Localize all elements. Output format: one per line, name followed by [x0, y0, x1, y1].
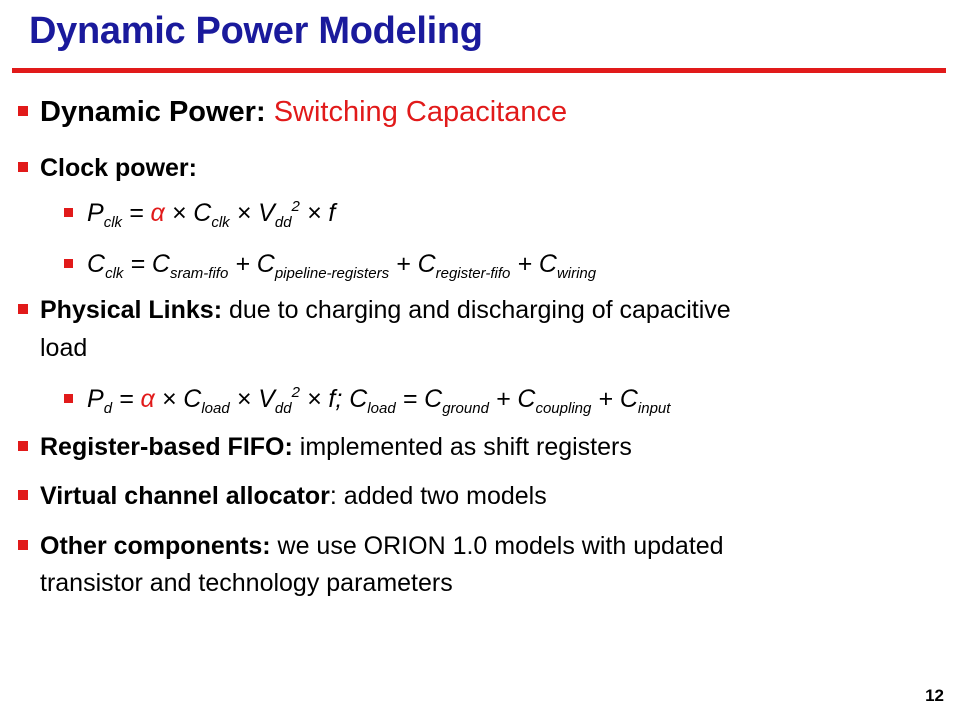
superscript: 2 — [291, 198, 300, 215]
alpha-symbol: α — [150, 199, 165, 227]
cclk-formula — [64, 250, 597, 282]
bullet-vc-allocator — [18, 482, 547, 511]
subscript: dd — [274, 400, 292, 417]
subscript: load — [201, 400, 230, 417]
subscript: load — [367, 400, 396, 417]
subscript: clk — [103, 214, 123, 231]
sub-bullet-icon — [64, 259, 73, 268]
bullet-other-components — [18, 532, 724, 561]
formula-text: × f; C — [299, 385, 368, 413]
formula-text: + C — [228, 250, 275, 278]
bullet-dynamic-power — [18, 96, 567, 129]
bullet-icon — [18, 441, 28, 451]
subscript: clk — [105, 265, 124, 282]
formula-text: + C — [591, 385, 638, 413]
register-fifo-label: Register-based FIFO: — [40, 433, 293, 461]
pclk-formula — [64, 198, 336, 231]
dynamic-power-value: Switching Capacitance — [273, 96, 568, 128]
formula-text: × C — [164, 199, 212, 227]
subscript: dd — [274, 214, 292, 231]
bullet-icon — [18, 540, 28, 550]
formula-text: = C — [123, 250, 170, 278]
bullet-icon — [18, 490, 28, 500]
register-fifo-text: implemented as shift registers — [292, 433, 632, 461]
bullet-icon — [18, 162, 28, 172]
bullet-icon — [18, 304, 28, 314]
formula-text: × C — [154, 385, 202, 413]
formula-text: C — [87, 250, 106, 278]
subscript: input — [637, 400, 671, 417]
sub-bullet-icon — [64, 208, 73, 217]
bullet-register-fifo — [18, 433, 632, 462]
pd-formula — [64, 384, 671, 417]
subscript: pipeline-registers — [274, 265, 390, 282]
formula-text: × V — [229, 199, 275, 227]
formula-text: × — [299, 199, 329, 227]
slide-title: Dynamic Power Modeling — [29, 10, 483, 52]
subscript: ground — [442, 400, 489, 417]
other-components-text-cont: transistor and technology parameters — [40, 569, 453, 597]
page-number: 12 — [925, 686, 944, 705]
physical-links-text-cont: load — [40, 334, 88, 362]
bullet-icon — [18, 106, 28, 116]
other-components-text: we use ORION 1.0 models with updated — [270, 532, 724, 560]
physical-links-label: Physical Links: — [40, 296, 223, 324]
sub-bullet-icon — [64, 394, 73, 403]
vc-allocator-text: : added two models — [329, 482, 547, 510]
formula-text: + C — [488, 385, 536, 413]
formula-text: = — [112, 385, 141, 413]
physical-links-text: due to charging and discharging of capacitive — [222, 296, 731, 324]
title-divider — [12, 68, 946, 73]
other-components-label: Other components: — [40, 532, 271, 560]
vc-allocator-label: Virtual channel allocator — [40, 482, 330, 510]
subscript: sram-fifo — [169, 265, 229, 282]
formula-text: = — [122, 199, 151, 227]
superscript: 2 — [291, 384, 300, 401]
bullet-clock-power — [18, 154, 197, 183]
formula-text: = C — [395, 385, 443, 413]
clock-power-label: Clock power: — [40, 154, 197, 182]
subscript: clk — [211, 214, 230, 231]
subscript: d — [103, 400, 113, 417]
bullet-physical-links — [18, 296, 731, 325]
dynamic-power-label: Dynamic Power: — [40, 96, 266, 128]
formula-text: + C — [510, 250, 557, 278]
subscript: wiring — [556, 265, 597, 282]
subscript: coupling — [535, 400, 592, 417]
formula-text: P — [87, 385, 104, 413]
alpha-symbol: α — [140, 385, 155, 413]
formula-text: P — [87, 199, 104, 227]
formula-text: × V — [229, 385, 275, 413]
formula-text: f — [328, 199, 336, 227]
subscript: register-fifo — [435, 265, 511, 282]
formula-text: + C — [389, 250, 436, 278]
